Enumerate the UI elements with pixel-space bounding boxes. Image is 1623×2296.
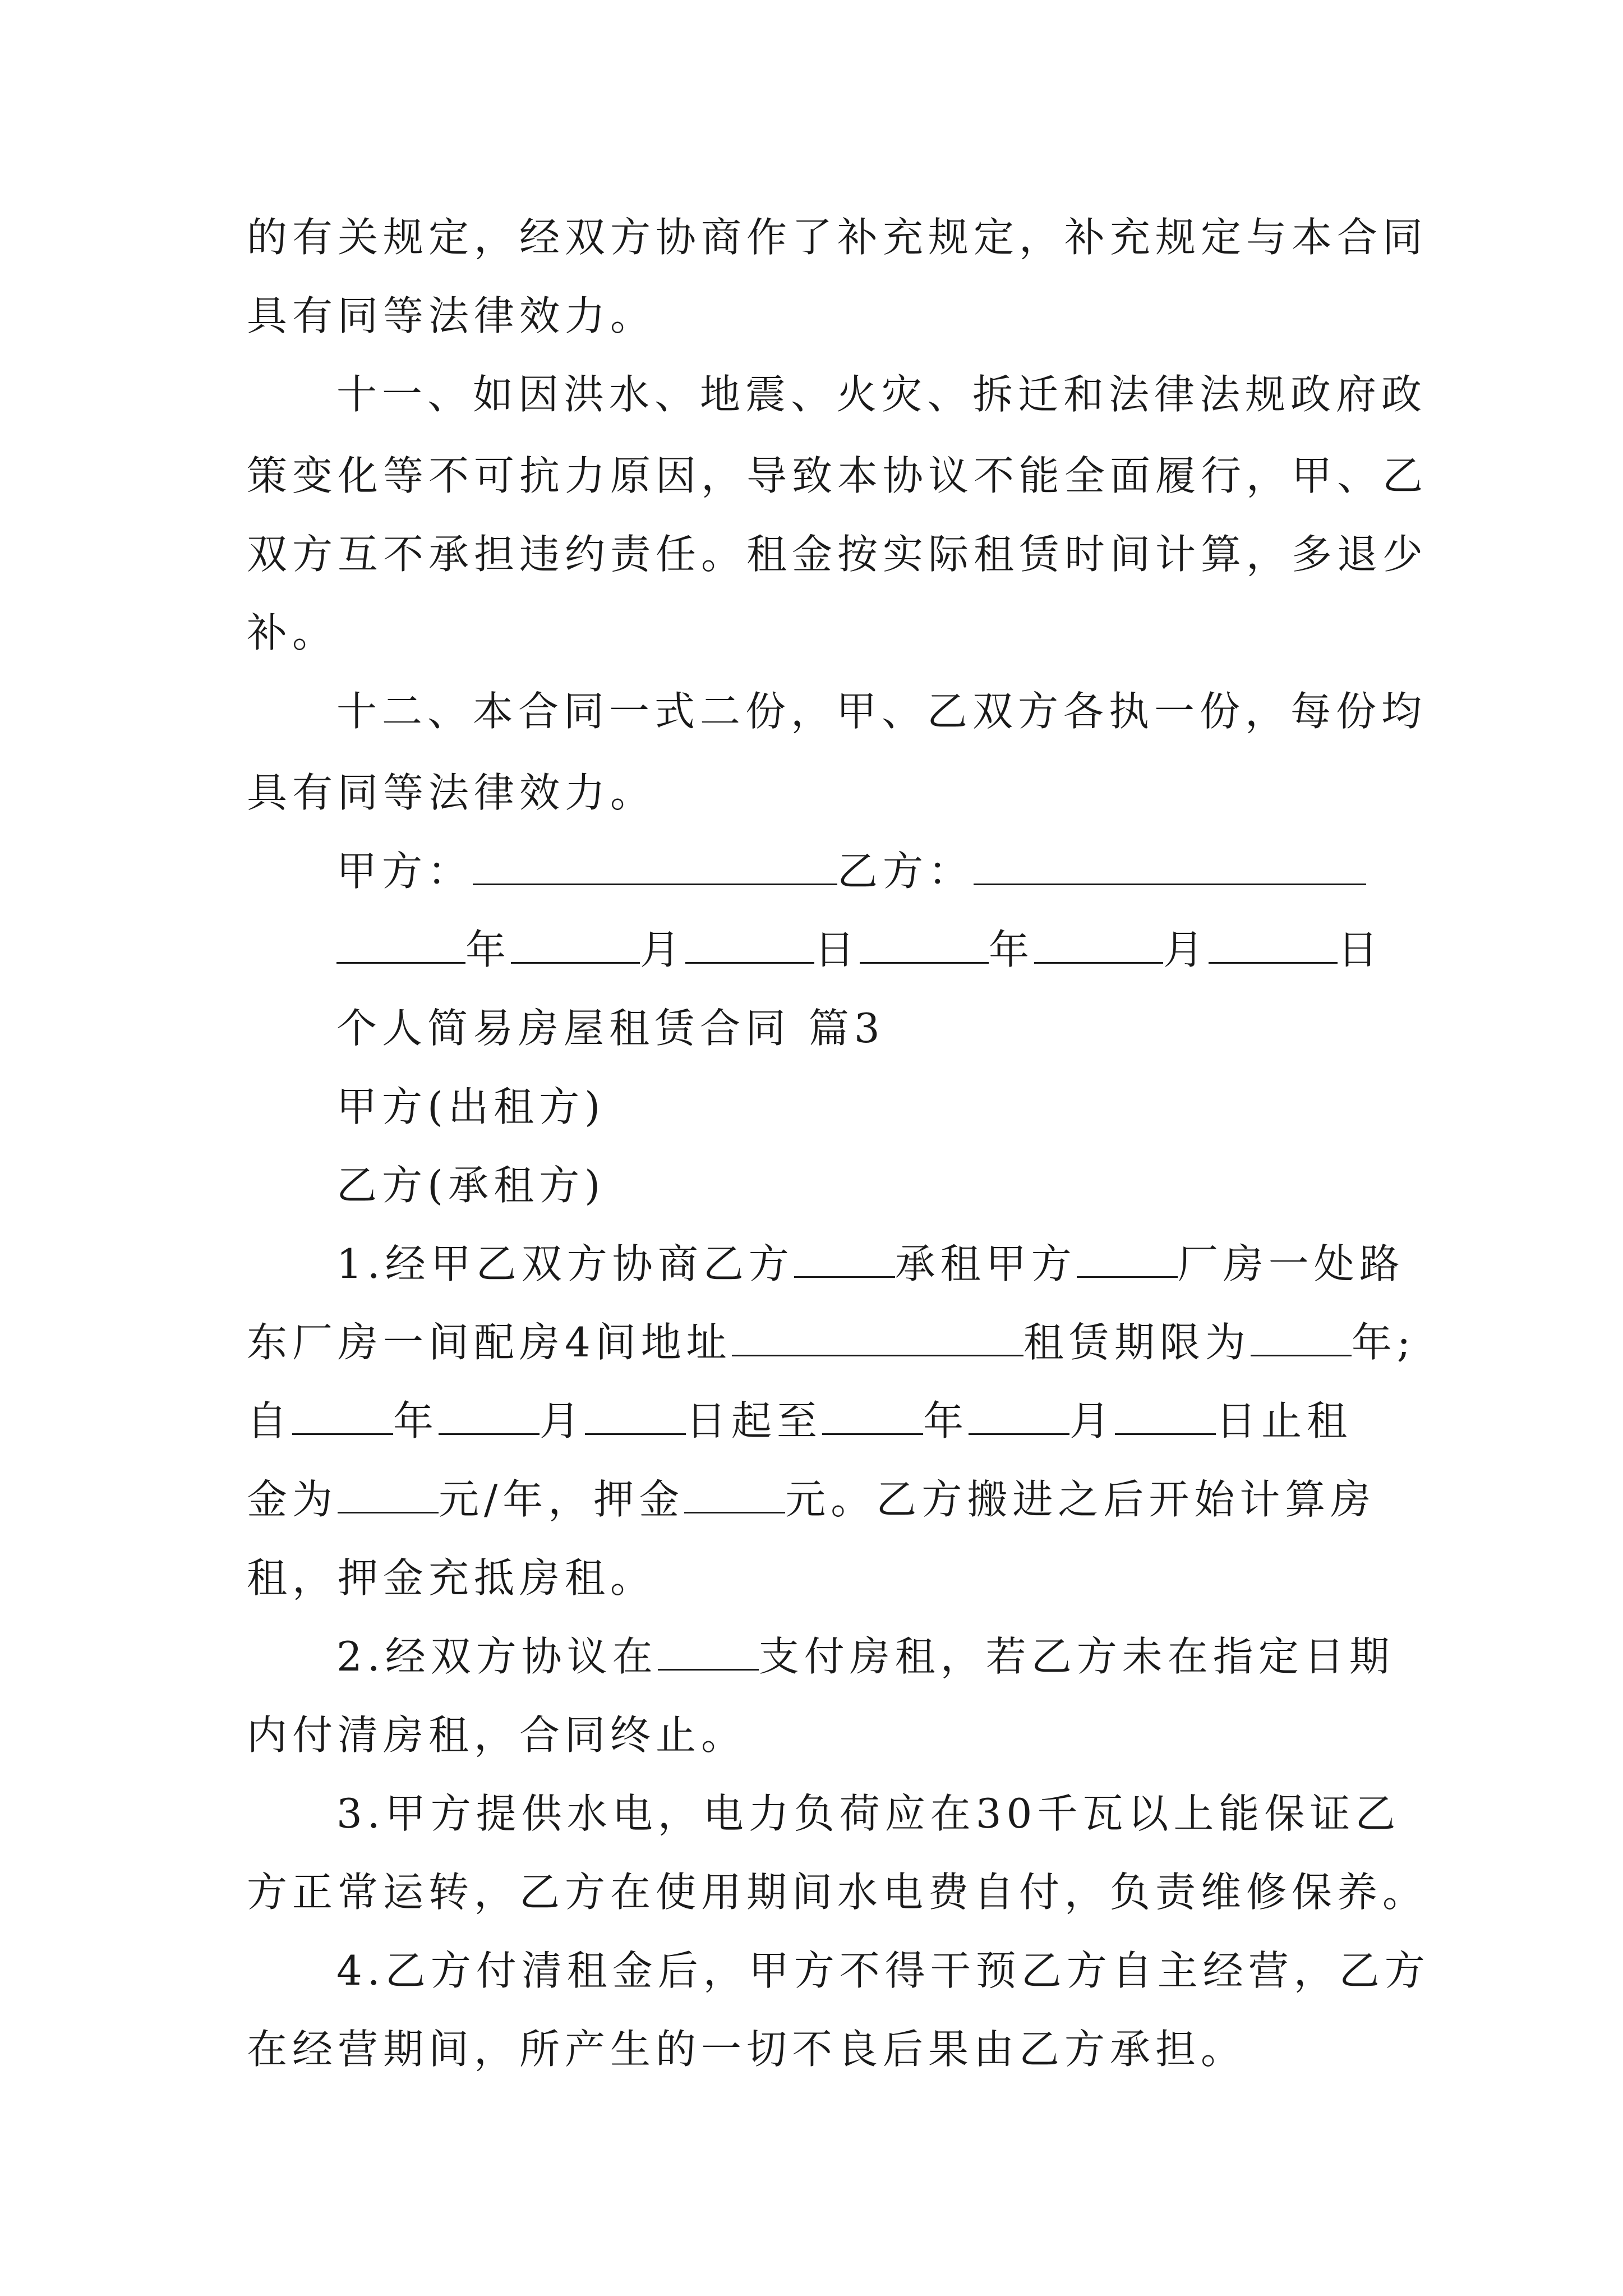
- party-b-heading: 乙方(承租方): [336, 1162, 606, 1209]
- clause-4-line: 4.乙方付清租金后，甲方不得干预乙方自主经营，乙方: [336, 1947, 1430, 1994]
- clause-text: 承租甲方: [895, 1240, 1077, 1287]
- fill-blank[interactable]: [969, 1396, 1069, 1435]
- fill-blank[interactable]: [658, 1632, 759, 1671]
- clause-2-line: 内付清房租，合同终止。: [247, 1711, 747, 1759]
- fill-blank[interactable]: [585, 1396, 686, 1435]
- fill-blank[interactable]: [338, 1475, 439, 1513]
- fill-blank[interactable]: [822, 1396, 923, 1435]
- clause-2-line: [336, 1630, 1395, 1683]
- clause-1-line: [247, 1473, 1391, 1526]
- text-line: 的有关规定，经双方协商作了补充规定，补充规定与本合同: [247, 214, 1428, 261]
- fill-blank[interactable]: [439, 1396, 540, 1435]
- clause-text: 2.经双方协议在: [336, 1633, 658, 1680]
- fill-blank[interactable]: [1251, 1318, 1352, 1356]
- clause-4-line: 在经营期间，所产生的一切不良后果由乙方承担。: [247, 2026, 1247, 2073]
- date-blank[interactable]: [1209, 925, 1338, 964]
- party-b-label: 乙方：: [837, 848, 974, 895]
- date-line: [336, 923, 1391, 977]
- date-blank[interactable]: [860, 925, 989, 964]
- day-label: 日: [814, 926, 860, 973]
- clause-1-line: [247, 1394, 1391, 1448]
- party-a-heading: 甲方(出租方): [336, 1083, 606, 1130]
- party-b-blank[interactable]: [974, 846, 1366, 885]
- clause-text: 支付房租，若乙方未在指定日期: [758, 1633, 1395, 1680]
- clause-text: 租赁期限为: [1023, 1319, 1251, 1366]
- fill-blank[interactable]: [684, 1475, 785, 1513]
- month-label: 月: [1163, 926, 1209, 973]
- month-label: 月: [640, 926, 686, 973]
- clause-text: 自: [247, 1397, 293, 1444]
- clause-text: 年: [393, 1397, 439, 1444]
- section-title: 个人简易房屋租赁合同 篇3: [336, 1005, 885, 1052]
- text-line: 具有同等法律效力。: [247, 292, 656, 339]
- date-blank[interactable]: [511, 925, 640, 964]
- clause-text: 元/年，押金: [439, 1476, 685, 1523]
- party-a-label: 甲方：: [336, 848, 473, 895]
- text-line: 十二、本合同一式二份，甲、乙双方各执一份，每份均: [336, 688, 1427, 735]
- clause-3-line: 方正常运转，乙方在使用期间水电费自付，负责维修保养。: [247, 1869, 1428, 1916]
- clause-text: 元。乙方搬进之后开始计算房: [785, 1476, 1376, 1523]
- clause-3-line: 3.甲方提供水电，电力负荷应在30千瓦以上能保证乙: [336, 1790, 1401, 1837]
- clause-text: 日起至: [686, 1397, 823, 1444]
- text-line: 具有同等法律效力。: [247, 769, 656, 816]
- clause-text: 年;: [1351, 1319, 1416, 1366]
- clause-text: 1.经甲乙双方协商乙方: [336, 1240, 794, 1287]
- clause-text: 金为: [247, 1476, 338, 1523]
- day-label: 日: [1338, 926, 1384, 973]
- clause-1-line: [336, 1237, 1405, 1291]
- fill-blank[interactable]: [794, 1239, 895, 1278]
- year-label: 年: [465, 926, 511, 973]
- date-blank[interactable]: [685, 925, 814, 964]
- clause-text: 月: [1069, 1397, 1115, 1444]
- clause-text: 月: [540, 1397, 585, 1444]
- address-blank[interactable]: [732, 1318, 1023, 1356]
- year-label: 年: [989, 926, 1035, 973]
- fill-blank[interactable]: [292, 1396, 393, 1435]
- clause-text: 东厂房一间配房4间地址: [247, 1319, 732, 1366]
- fill-blank[interactable]: [1115, 1396, 1216, 1435]
- party-a-blank[interactable]: [473, 846, 837, 885]
- signature-line: [336, 844, 1391, 898]
- text-line: 双方互不承担违约责任。租金按实际租赁时间计算，多退少: [247, 531, 1428, 578]
- clause-text: 年: [923, 1397, 969, 1444]
- clause-text: 厂房一处路: [1177, 1240, 1405, 1287]
- text-line: 十一、如因洪水、地震、火灾、拆迁和法律法规政府政: [336, 371, 1427, 418]
- fill-blank[interactable]: [1077, 1239, 1178, 1278]
- clause-text: 日止租: [1216, 1397, 1353, 1444]
- text-line: 补。: [247, 609, 338, 656]
- clause-1-line: 租，押金充抵房租。: [247, 1554, 656, 1602]
- text-line: 策变化等不可抗力原因，导致本协议不能全面履行，甲、乙: [247, 452, 1428, 499]
- clause-1-line: [247, 1315, 1416, 1369]
- date-blank[interactable]: [336, 925, 465, 964]
- date-blank[interactable]: [1034, 925, 1163, 964]
